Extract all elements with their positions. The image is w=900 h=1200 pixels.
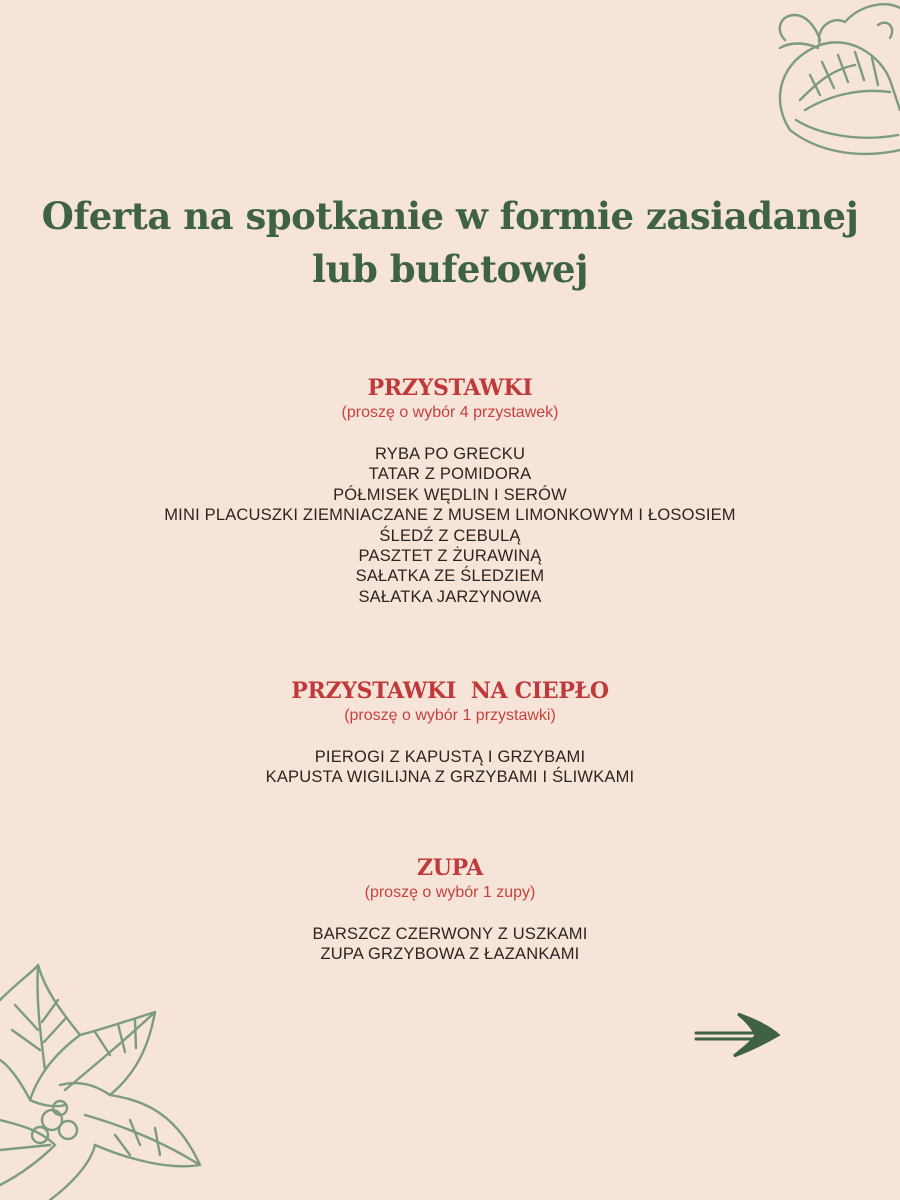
section-hot-appetizers — [0, 677, 900, 788]
menu-item: TATAR Z POMIDORA — [368, 465, 532, 484]
section-note: (proszę o wybór 4 przystawek) — [341, 404, 559, 421]
menu-item: KAPUSTA WIGILIJNA Z GRZYBAMI I ŚLIWKAMI — [265, 768, 635, 787]
bell-ornament-icon — [760, 0, 900, 170]
section-note: (proszę o wybór 1 zupy) — [364, 884, 536, 901]
arrow-right-icon[interactable] — [694, 1012, 782, 1058]
menu-item: BARSZCZ CZERWONY Z USZKAMI — [312, 925, 588, 943]
section-heading: ZUPA — [416, 855, 484, 881]
section-soup — [0, 854, 900, 965]
title-line-2: lub bufetowej — [312, 247, 588, 291]
menu-item: RYBA PO GRECKU — [374, 445, 526, 463]
menu-list — [0, 747, 900, 788]
section-note: (proszę o wybór 1 przystawki) — [344, 707, 556, 724]
menu-item: ŚLEDŹ Z CEBULĄ — [379, 526, 521, 545]
menu-item: SAŁATKA JARZYNOWA — [358, 587, 542, 606]
section-heading: PRZYSTAWKI NA CIEPŁO — [291, 678, 609, 704]
poinsettia-ornament-icon — [0, 960, 210, 1200]
menu-list — [0, 924, 900, 965]
title-line-1: Oferta na spotkanie w formie zasiadanej — [41, 194, 859, 238]
menu-item: SAŁATKA ZE ŚLEDZIEM — [355, 567, 545, 586]
menu-item: MINI PLACUSZKI ZIEMNIACZANE Z MUSEM LIMONKOWYM I ŁOSOSIEM — [164, 506, 736, 525]
menu-item: PASZTET Z ŻURAWINĄ — [358, 547, 542, 566]
menu-list — [0, 444, 900, 607]
section-cold-appetizers — [0, 374, 900, 607]
section-heading: PRZYSTAWKI — [367, 375, 533, 401]
page-title — [40, 190, 860, 296]
menu-item: PIEROGI Z KAPUSTĄ I GRZYBAMI — [314, 748, 586, 766]
menu-item: ZUPA GRZYBOWA Z ŁAZANKAMI — [320, 945, 580, 964]
menu-item: PÓŁMISEK WĘDLIN I SERÓW — [333, 485, 567, 504]
